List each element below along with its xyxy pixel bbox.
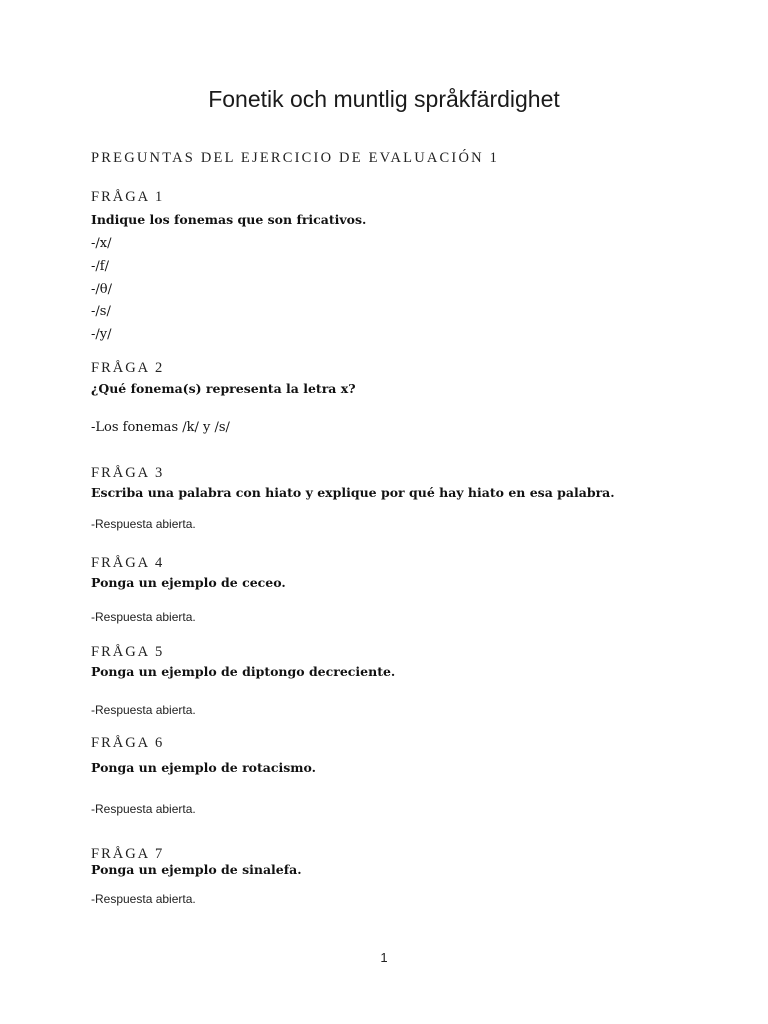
question-7-label: FRÅGA 7 <box>91 846 165 862</box>
question-1-option-5: -/y/ <box>91 327 112 342</box>
question-3-answer: -Respuesta abierta. <box>91 517 196 531</box>
question-1-option-2: -/f/ <box>91 259 109 274</box>
question-6-label: FRÅGA 6 <box>91 735 165 751</box>
question-1-option-4: -/s/ <box>91 304 111 319</box>
document-title: Fonetik och muntlig språkfärdighet <box>208 86 560 112</box>
question-4-answer: -Respuesta abierta. <box>91 610 196 624</box>
question-1-text: Indique los fonemas que son fricativos. <box>91 212 367 227</box>
section-title: PREGUNTAS DEL EJERCICIO DE EVALUACIÓN 1 <box>91 150 500 166</box>
question-6-text: Ponga un ejemplo de rotacismo. <box>91 760 316 775</box>
question-3-text: Escriba una palabra con hiato y explique por qué hay hiato en esa palabra. <box>91 485 615 500</box>
question-6-answer: -Respuesta abierta. <box>91 802 196 816</box>
question-1-label: FRÅGA 1 <box>91 189 165 205</box>
question-1-option-1: -/x/ <box>91 236 112 251</box>
question-4-label: FRÅGA 4 <box>91 555 165 571</box>
question-7-answer: -Respuesta abierta. <box>91 892 196 906</box>
question-4-text: Ponga un ejemplo de ceceo. <box>91 575 286 590</box>
question-5-text: Ponga un ejemplo de diptongo decreciente. <box>91 664 396 679</box>
question-2-text: ¿Qué fonema(s) representa la letra x? <box>91 381 356 396</box>
page-number: 1 <box>380 950 388 965</box>
question-2-label: FRÅGA 2 <box>91 360 165 376</box>
question-5-answer: -Respuesta abierta. <box>91 703 196 717</box>
question-7-text: Ponga un ejemplo de sinalefa. <box>91 862 302 877</box>
question-1-option-3: -/θ/ <box>91 282 112 297</box>
question-2-answer: -Los fonemas /k/ y /s/ <box>91 420 230 435</box>
question-5-label: FRÅGA 5 <box>91 644 165 660</box>
question-3-label: FRÅGA 3 <box>91 465 165 481</box>
